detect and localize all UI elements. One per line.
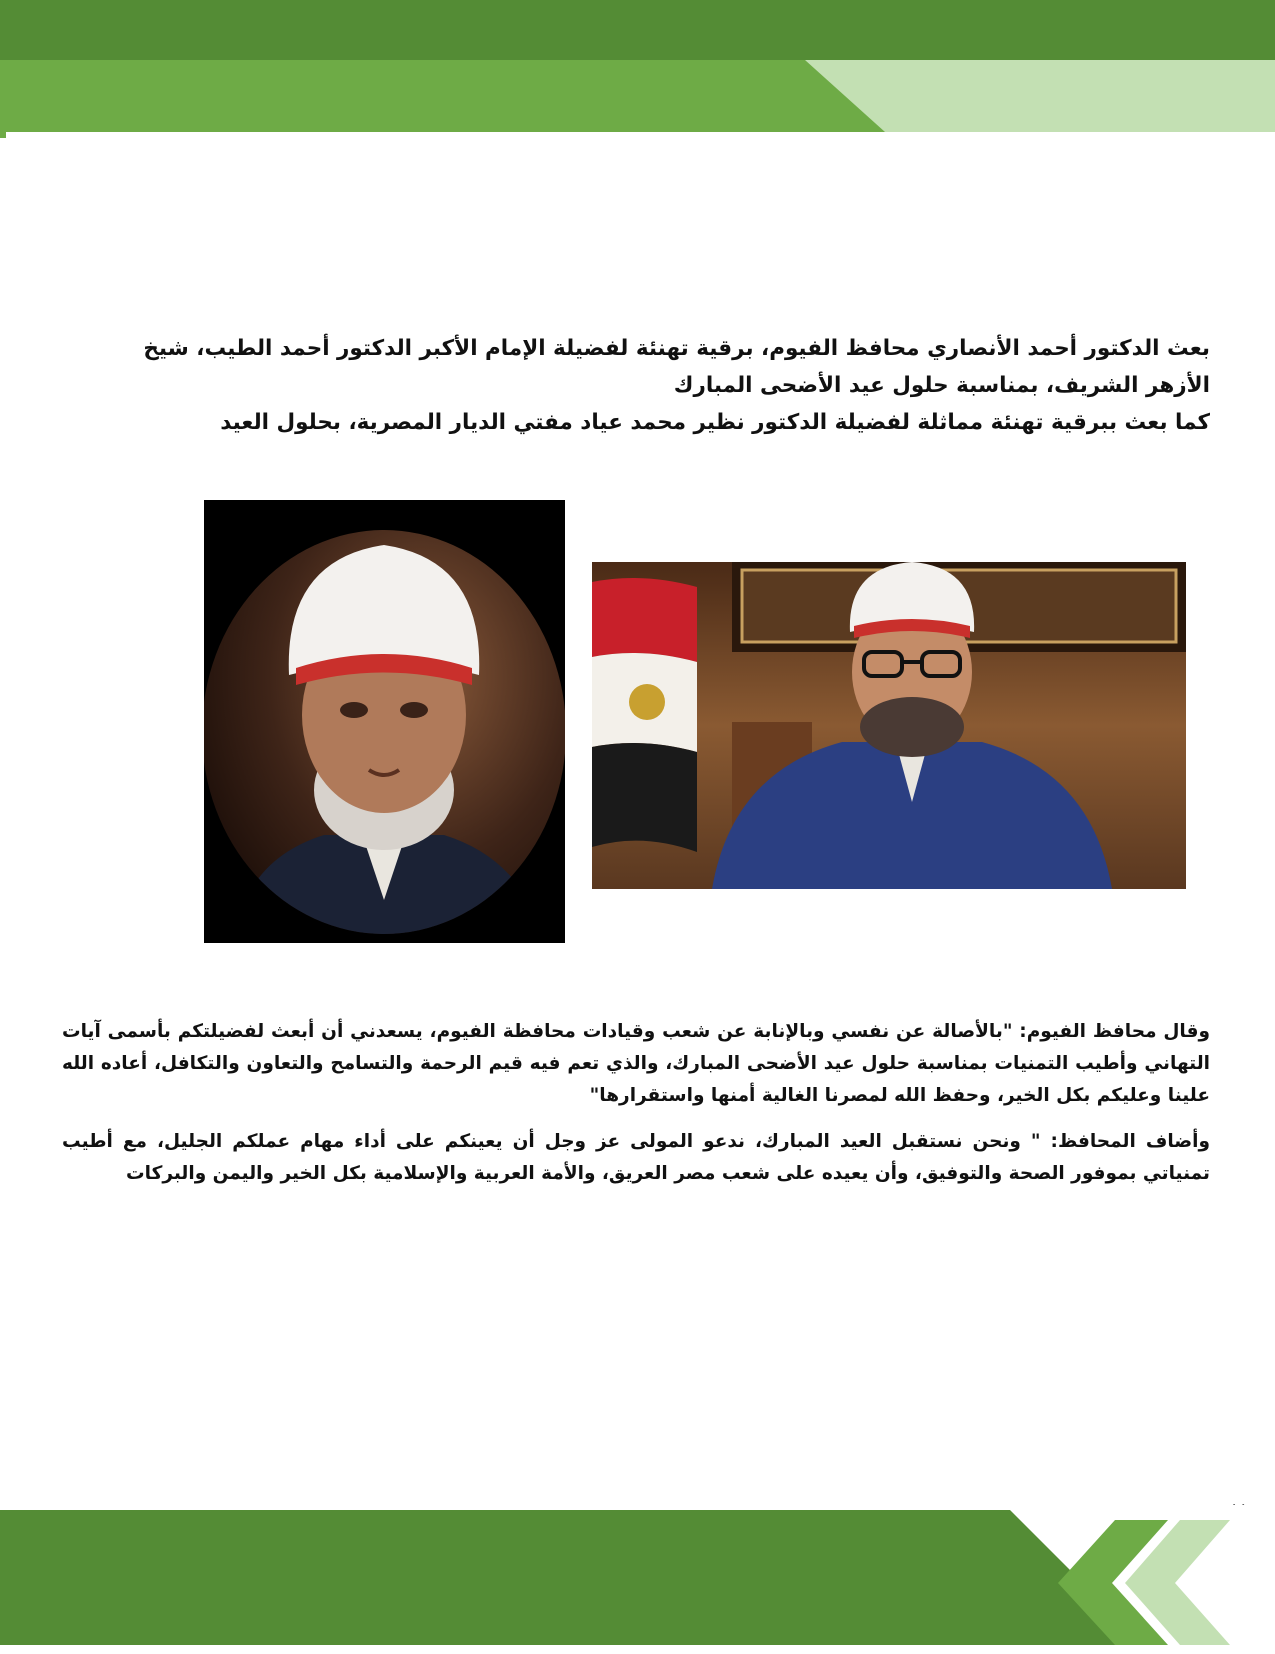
intro-line-2: كما بعث ببرقية تهنئة مماثلة لفضيلة الدكتور نظير محمد عياد مفتي الديار المصرية، بحلول العيد [220, 410, 1210, 435]
paragraph-2: وأضاف المحافظ: " ونحن نستقبل العيد المبارك، ندعو المولى عز وجل أن يعينكم على أداء مهام عملكم الجليل، مع أطيب تمنياتي بموفور الصحة والتوفيق، وأن يعيده على شعب مصر العريق، والأمة العربية والإسلامية بكل الخير واليمن والبركات [62, 1131, 1210, 1184]
header-banner [0, 0, 1275, 140]
portrait-photo-grand-mufti [592, 562, 1186, 889]
portrait-photo-sheikh-al-azhar [204, 500, 565, 943]
footer-banner [0, 1505, 1275, 1650]
intro-text [118, 330, 1210, 441]
article-body [62, 1016, 1210, 1204]
intro-line-1: بعث الدكتور أحمد الأنصاري محافظ الفيوم، برقية تهنئة لفضيلة الإمام الأكبر الدكتور أحمد الطيب، شيخ الأزهر الشريف، بمناسبة حلول عيد الأضحى المبارك [143, 336, 1210, 398]
paragraph-1: وقال محافظ الفيوم: "بالأصالة عن نفسي وبالإنابة عن شعب وقيادات محافظة الفيوم، يسعدني أن أبعث لفضيلتكم بأسمى آيات التهاني وأطيب التمنيات بمناسبة حلول عيد الأضحى المبارك، والذي تعم فيه قيم الرحمة والتسامح والتعاون والتكافل، أعاده الله علينا وعليكم بكل الخير، وحفظ الله لمصرنا الغالية أمنها واستقرارها" [62, 1021, 1210, 1106]
